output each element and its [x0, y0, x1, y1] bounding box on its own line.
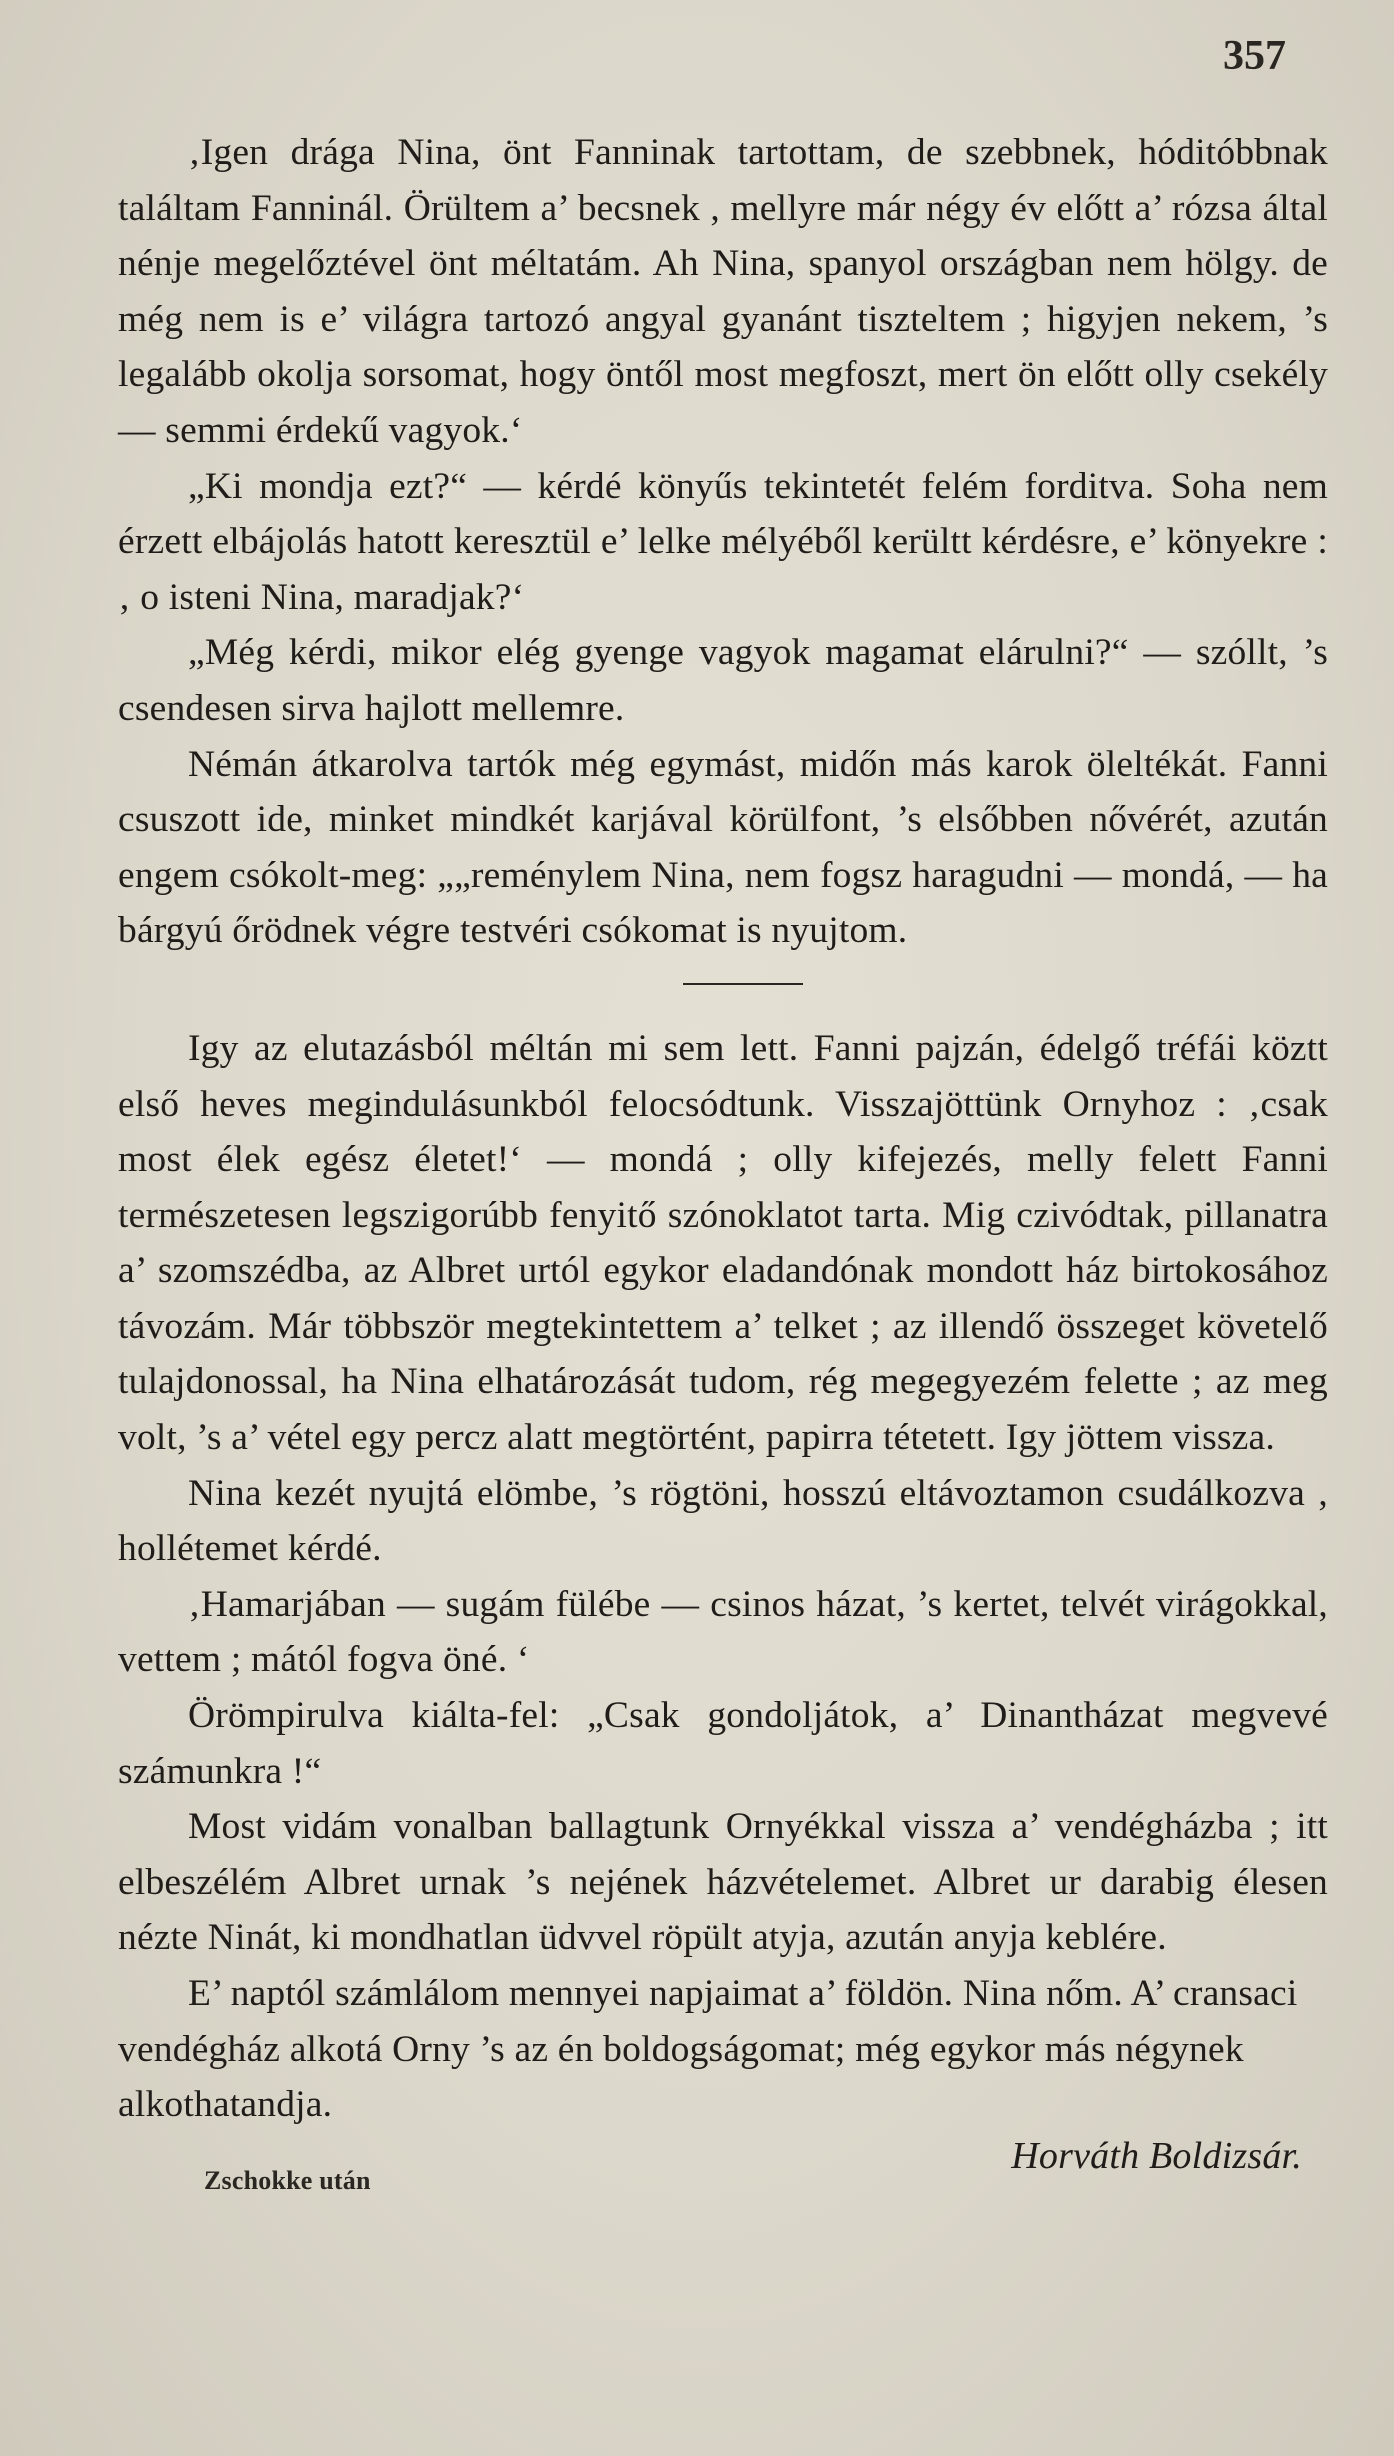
paragraph-10: E’ naptól számlálom mennyei napjaimat a’ földön. Nina nőm. A’ cransaci vendégház alkotá Orny ’s az én boldogságomat; még egykor más négynek alkothatandja.	[118, 1973, 1298, 2126]
section-divider	[683, 983, 803, 985]
source-note: Zschokke után	[204, 2165, 371, 2195]
paragraph-4: Némán átkarolva tartók még egymást, midőn más karok öleltékát. Fanni csuszott ide, minket mindkét karjával körülfont, ’s elsőbben nővérét, azután engem csókolt-meg: „„reménylem Nina, nem fogsz haragudni — mondá, — ha bárgyú őrödnek végre testvéri csókomat is nyujtom.	[118, 743, 1328, 952]
paragraph-5: Igy az elutazásból méltán mi sem lett. Fanni pajzán, édelgő tréfái köztt első heves megindulásunkból felocsódtunk. Visszajöttünk Ornyhoz : ‚csak most élek egész életet!‘ — mondá ; olly kifejezés, melly felett Fanni természetesen legszigorúbb fenyitő szónoklatot tarta. Mig czivódtak, pillanatra a’ szomszédba, az Albret urtól egykor eladandónak mondott ház birtokosához távozám. Már többször megtekintettem a’ telket ; az illendő összeget követelő tulajdonossal, ha Nina elhatározását tudom, rég megegyezém felette ; az meg volt, ’s a’ vétel egy percz alatt megtörtént, papirra tétetett. Igy jöttem vissza.	[118, 1027, 1328, 1459]
main-text	[118, 125, 1328, 2195]
page-number: 357	[1223, 33, 1286, 79]
paragraph-7: ‚Hamarjában — sugám fülébe — csinos házat, ’s kertet, telvét virágokkal, vettem ; mától fogva öné. ‘	[118, 1583, 1328, 1681]
author-signature: Horváth Boldizsár.	[1011, 2134, 1302, 2177]
section-gap	[118, 959, 1328, 1001]
paragraph-2: „Ki mondja ezt?“ — kérdé könyűs tekintetét felém forditva. Soha nem érzett elbájolás hatott keresztül e’ lelke mélyéből kerültt kérdésre, e’ könyekre : ‚ o isteni Nina, maradjak?‘	[118, 465, 1328, 618]
paragraph-8: Örömpirulva kiálta-fel: „Csak gondoljátok, a’ Dinantházat megvevé számunkra !“	[118, 1695, 1328, 1792]
page-footer	[118, 2135, 1328, 2195]
paragraph-9: Most vidám vonalban ballagtunk Ornyékkal vissza a’ vendégházba ; itt elbeszélém Albret urnak ’s nejének házvételemet. Albret ur darabig élesen nézte Ninát, ki mondhatlan üdvvel röpült atyja, azután anyja keblére.	[118, 1806, 1328, 1959]
paragraph-3: „Még kérdi, mikor elég gyenge vagyok magamat elárulni?“ — szóllt, ’s csendesen sirva hajlott mellemre.	[118, 632, 1328, 729]
paragraph-1: ‚Igen drága Nina, önt Fanninak tartottam, de szebbnek, hóditóbbnak találtam Fanninál. Örültem a’ becsnek , mellyre már négy év előtt a’ rózsa által nénje megelőztével önt méltatám. Ah Nina, spanyol országban nem hölgy. de még nem is e’ világra tartozó angyal gyanánt tiszteltem ; higyjen nekem, ’s legalább okolja sorsomat, hogy öntől most megfoszt, mert ön előtt olly csekély — semmi érdekű vagyok.‘	[118, 132, 1328, 451]
paragraph-6: Nina kezét nyujtá elömbe, ’s rögtöni, hosszú eltávoztamon csudálkozva , hollétemet kérdé.	[118, 1472, 1328, 1570]
